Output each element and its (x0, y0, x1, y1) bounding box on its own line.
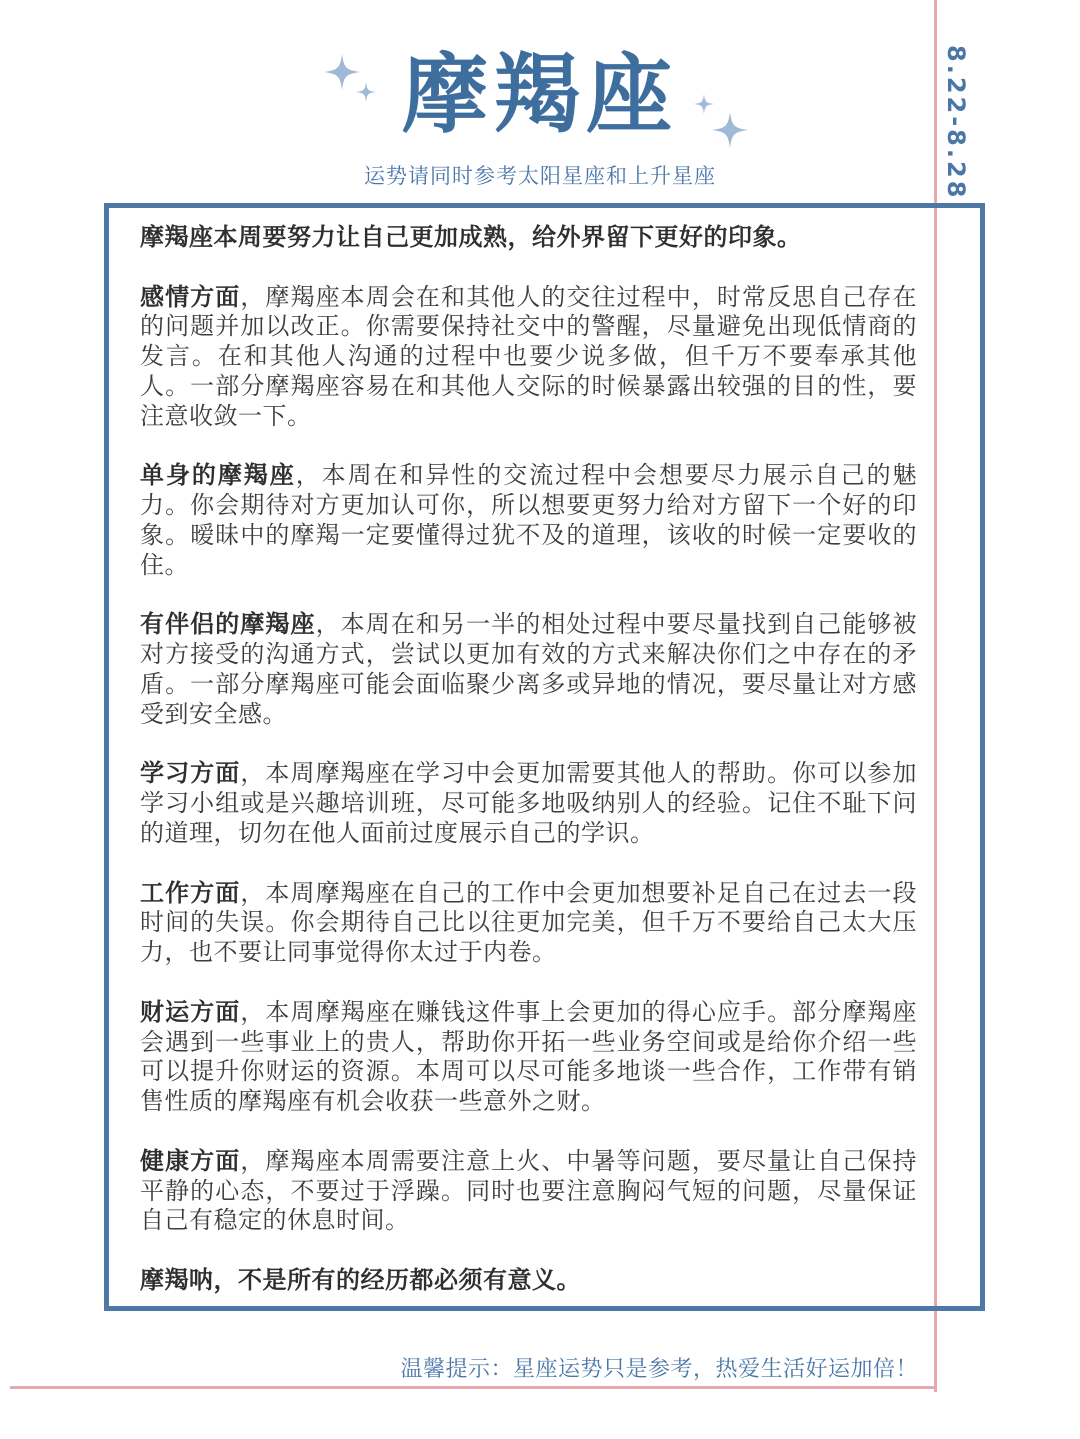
section-text: ，摩羯座本周需要注意上火、中暑等问题，要尽量让自己保持平静的心态，不要过于浮躁。同时也要注意胸闷气短的问题，尽量保证自己有稳定的休息时间。 (140, 1146, 918, 1235)
section-lead: 健康方面 (140, 1146, 241, 1175)
section-lead: 感情方面 (140, 282, 241, 311)
section-text: ，本周在和异性的交流过程中会想要尽力展示自己的魅力。你会期待对方更加认可你，所以想要更努力给对方留下一个好的印象。暧昧中的摩羯一定要懂得过犹不及的道理，该收的时候一定要收的住。 (140, 461, 918, 579)
section-text: ，本周在和另一半的相处过程中要尽量找到自己能够被对方接受的沟通方式，尝试以更加有效的方式来解决你们之中存在的矛盾。一部分摩羯座可能会面临聚少离多或异地的情况，要尽量让对方感受到安全感。 (140, 610, 918, 728)
footer-tip: 温馨提示：星座运势只是参考，热爱生活好运加倍！ (400, 1357, 918, 1382)
section-partnered (140, 610, 917, 729)
section-study (140, 759, 917, 848)
closing-line: 摩羯呐，不是所有的经历都必须有意义。 (140, 1265, 581, 1294)
section-text: ，摩羯座本周会在和其他人的交往过程中，时常反思自己存在的问题并加以改正。你需要保持社交中的警醒，尽量避免出现低情商的发言。在和其他人沟通的过程中也要少说多做，但千万不要奉承其他人。一部分摩羯座容易在和其他人交际的时候暴露出较强的目的性，要注意收敛一下。 (140, 282, 918, 430)
date-range: 8.22-8.28 (942, 45, 970, 201)
content-box (104, 203, 985, 1311)
section-lead: 财运方面 (140, 997, 241, 1026)
section-love (140, 283, 917, 432)
intro-line: 摩羯座本周要努力让自己更加成熟，给外界留下更好的印象。 (140, 223, 802, 251)
page-title: 摩羯座 (402, 45, 678, 145)
pink-horizontal-line (10, 1386, 937, 1389)
section-lead: 单身的摩羯座 (140, 461, 296, 490)
section-lead: 学习方面 (140, 759, 241, 788)
section-lead: 有伴侣的摩羯座 (140, 610, 316, 639)
section-text: ，本周摩羯座在学习中会更加需要其他人的帮助。你可以参加学习小组或是兴趣培训班，尽可能多地吸纳别人的经验。记住不耻下问的道理，切勿在他人面前过度展示自己的学识。 (140, 759, 918, 847)
section-text: ，本周摩羯座在赚钱这件事上会更加的得心应手。部分摩羯座会遇到一些事业上的贵人，帮助你开拓一些业务空间或是给你介绍一些可以提升你财运的资源。本周可以尽可能多地谈一些合作，工作带有销售性质的摩羯座有机会收获一些意外之财。 (140, 997, 918, 1116)
section-single (140, 461, 917, 580)
subtitle: 运势请同时参考太阳星座和上升星座 (364, 164, 716, 188)
section-lead: 工作方面 (140, 878, 241, 907)
section-text: ，本周摩羯座在自己的工作中会更加想要补足自己在过去一段时间的失误。你会期待自己比以往更加完美，但千万不要给自己太大压力，也不要让同事觉得你太过于内卷。 (140, 878, 918, 967)
section-work (140, 879, 917, 968)
section-wealth (140, 998, 917, 1117)
horoscope-text (140, 223, 917, 1296)
section-health (140, 1147, 917, 1236)
